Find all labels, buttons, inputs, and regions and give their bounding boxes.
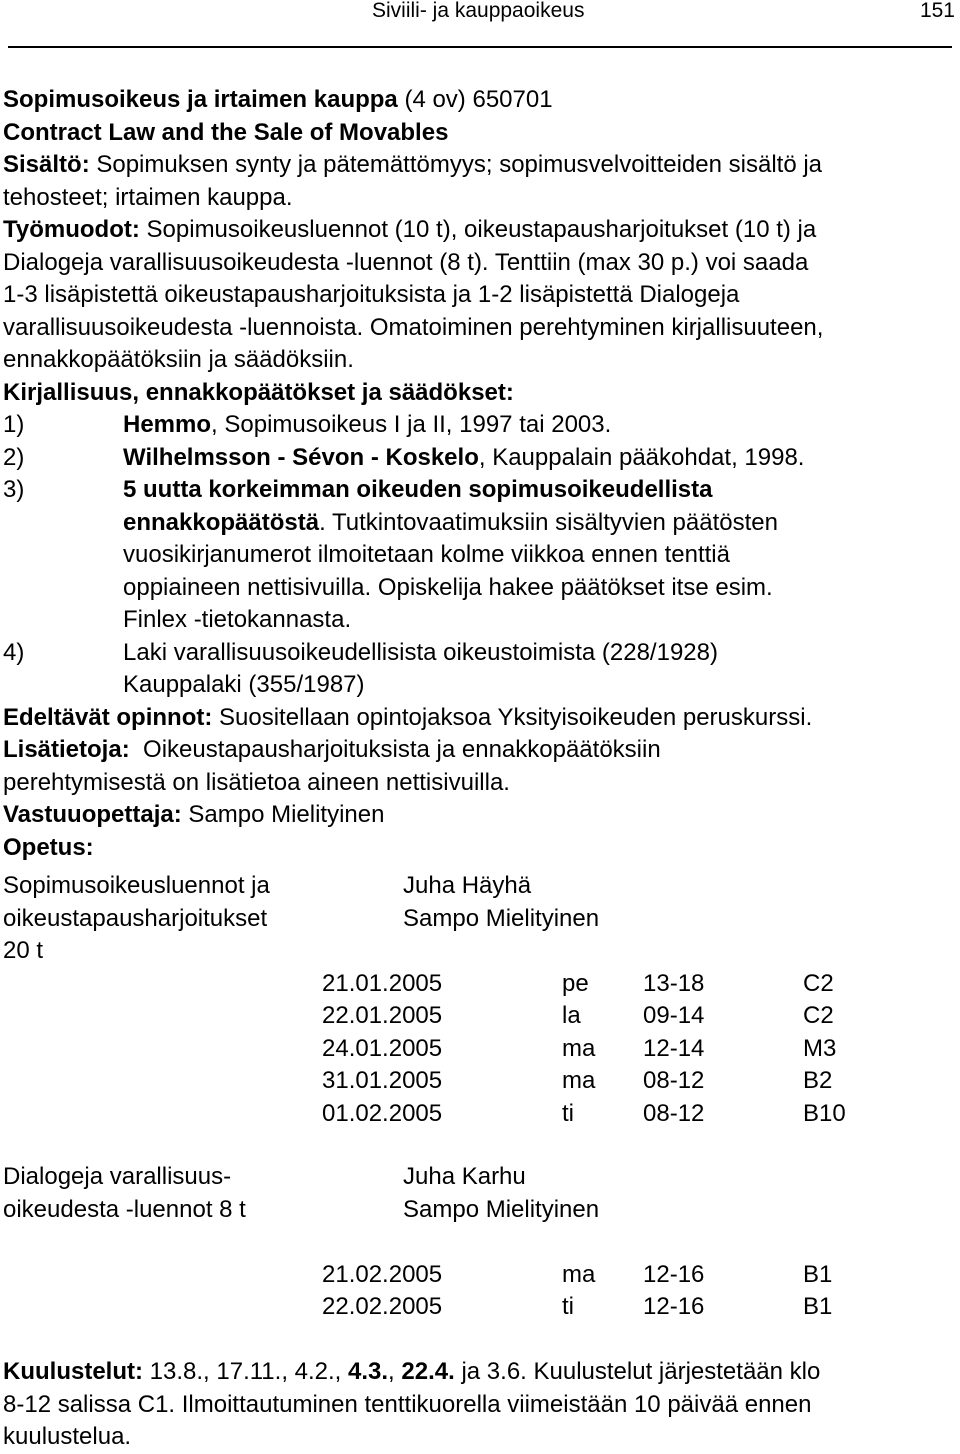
teaching-heading: Opetus: bbox=[3, 833, 94, 861]
header-rule bbox=[8, 46, 952, 48]
info-line-1: Lisätietoja: Oikeustapausharjoituksista ja ennakkopäätöksiin bbox=[3, 736, 661, 763]
literature-list bbox=[3, 409, 958, 702]
course-title: Sopimusoikeus ja irtaimen kauppa (4 ov) 650701 bbox=[3, 86, 553, 113]
methods-line-5: ennakkopäätöksiin ja säädöksiin. bbox=[3, 346, 354, 373]
exams-line-2: 8-12 salissa C1. Ilmoittautuminen tenttikuorella viimeistään 10 päivää ennen bbox=[3, 1390, 812, 1418]
session-row: 21.02.2005 ma 12-16 B1 bbox=[322, 1260, 833, 1288]
list-item-continuation: oppiaineen nettisivuilla. Opiskelija hakee päätökset itse esim. bbox=[123, 573, 773, 601]
teaching-name: Sopimusoikeusluennot ja bbox=[3, 872, 270, 899]
teaching-name: oikeudesta -luennot 8 t bbox=[3, 1195, 246, 1223]
list-item-continuation: vuosikirjanumerot ilmoitetaan kolme viikkoa ennen tenttiä bbox=[123, 541, 730, 568]
responsible-teacher: Vastuuopettaja: Sampo Mielityinen bbox=[3, 801, 385, 828]
list-item: 1) Hemmo, Sopimusoikeus I ja II, 1997 tai 2003. bbox=[3, 411, 612, 438]
literature-heading: Kirjallisuus, ennakkopäätökset ja säädökset: bbox=[3, 378, 514, 406]
teacher-name: Sampo Mielityinen bbox=[403, 1195, 600, 1223]
list-item: 3) 5 uutta korkeimman oikeuden sopimusoikeudellista bbox=[3, 476, 713, 503]
content-line-2: tehosteet; irtaimen kauppa. bbox=[3, 183, 293, 211]
session-row: 01.02.2005 ti 08-12 B10 bbox=[322, 1099, 846, 1127]
page-number: 151 bbox=[919, 0, 955, 22]
teaching-block-2 bbox=[3, 1161, 958, 1324]
exams-line-1: Kuulustelut: 13.8., 17.11., 4.2., 4.3., 22.4. ja 3.6. Kuulustelut järjestetään klo bbox=[3, 1358, 821, 1385]
methods-line-3: 1-3 lisäpistettä oikeustapausharjoituksista ja 1-2 lisäpistettä Dialogeja bbox=[3, 281, 740, 308]
course-description bbox=[3, 84, 958, 864]
methods-line-1: Työmuodot: Sopimusoikeusluennot (10 t), oikeustapausharjoitukset (10 t) ja bbox=[3, 216, 817, 243]
teaching-name: oikeustapausharjoitukset bbox=[3, 904, 268, 932]
session-row: 22.02.2005 ti 12-16 B1 bbox=[322, 1293, 833, 1320]
methods-line-2: Dialogeja varallisuusoikeudesta -luennot (8 t). Tenttiin (max 30 p.) voi saada bbox=[3, 248, 809, 276]
session-row: 22.01.2005 la 09-14 C2 bbox=[322, 1002, 834, 1029]
session-row: 24.01.2005 ma 12-14 M3 bbox=[322, 1034, 837, 1062]
content-line-1: Sisältö: Sopimuksen synty ja pätemättömyys; sopimusvelvoitteiden sisältö ja bbox=[3, 151, 823, 178]
list-item: 4) Laki varallisuusoikeudellisista oikeustoimista (228/1928) bbox=[3, 638, 718, 666]
exams-line-3: kuulustelua. bbox=[3, 1423, 132, 1450]
list-item-continuation: ennakkopäätöstä. Tutkintovaatimuksiin sisältyvien päätösten bbox=[123, 508, 778, 536]
teaching-block-1 bbox=[3, 870, 958, 1130]
teacher-name: Juha Karhu bbox=[403, 1163, 526, 1190]
teacher-name: Juha Häyhä bbox=[403, 872, 532, 899]
list-item-continuation: Kauppalaki (355/1987) bbox=[123, 671, 365, 698]
teaching-name: Dialogeja varallisuus- bbox=[3, 1163, 232, 1190]
header-title: Siviili- ja kauppaoikeus bbox=[372, 0, 585, 22]
course-title-en: Contract Law and the Sale of Movables bbox=[3, 118, 449, 146]
exams-section bbox=[3, 1356, 958, 1454]
info-line-2: perehtymisestä on lisätietoa aineen nettisivuilla. bbox=[3, 768, 510, 796]
list-item-continuation: Finlex -tietokannasta. bbox=[123, 606, 352, 633]
teacher-name: Sampo Mielityinen bbox=[403, 904, 600, 932]
list-item: 2) Wilhelmsson - Sévon - Koskelo, Kauppalain pääkohdat, 1998. bbox=[3, 443, 805, 471]
page-header bbox=[0, 0, 960, 52]
session-row: 21.01.2005 pe 13-18 C2 bbox=[322, 969, 834, 997]
prerequisites: Edeltävät opinnot: Suositellaan opintojaksoa Yksityisoikeuden peruskurssi. bbox=[3, 703, 813, 731]
methods-line-4: varallisuusoikeudesta -luennoista. Omatoiminen perehtyminen kirjallisuuteen, bbox=[3, 313, 824, 341]
session-row: 31.01.2005 ma 08-12 B2 bbox=[322, 1067, 833, 1094]
teaching-name: 20 t bbox=[3, 937, 44, 964]
